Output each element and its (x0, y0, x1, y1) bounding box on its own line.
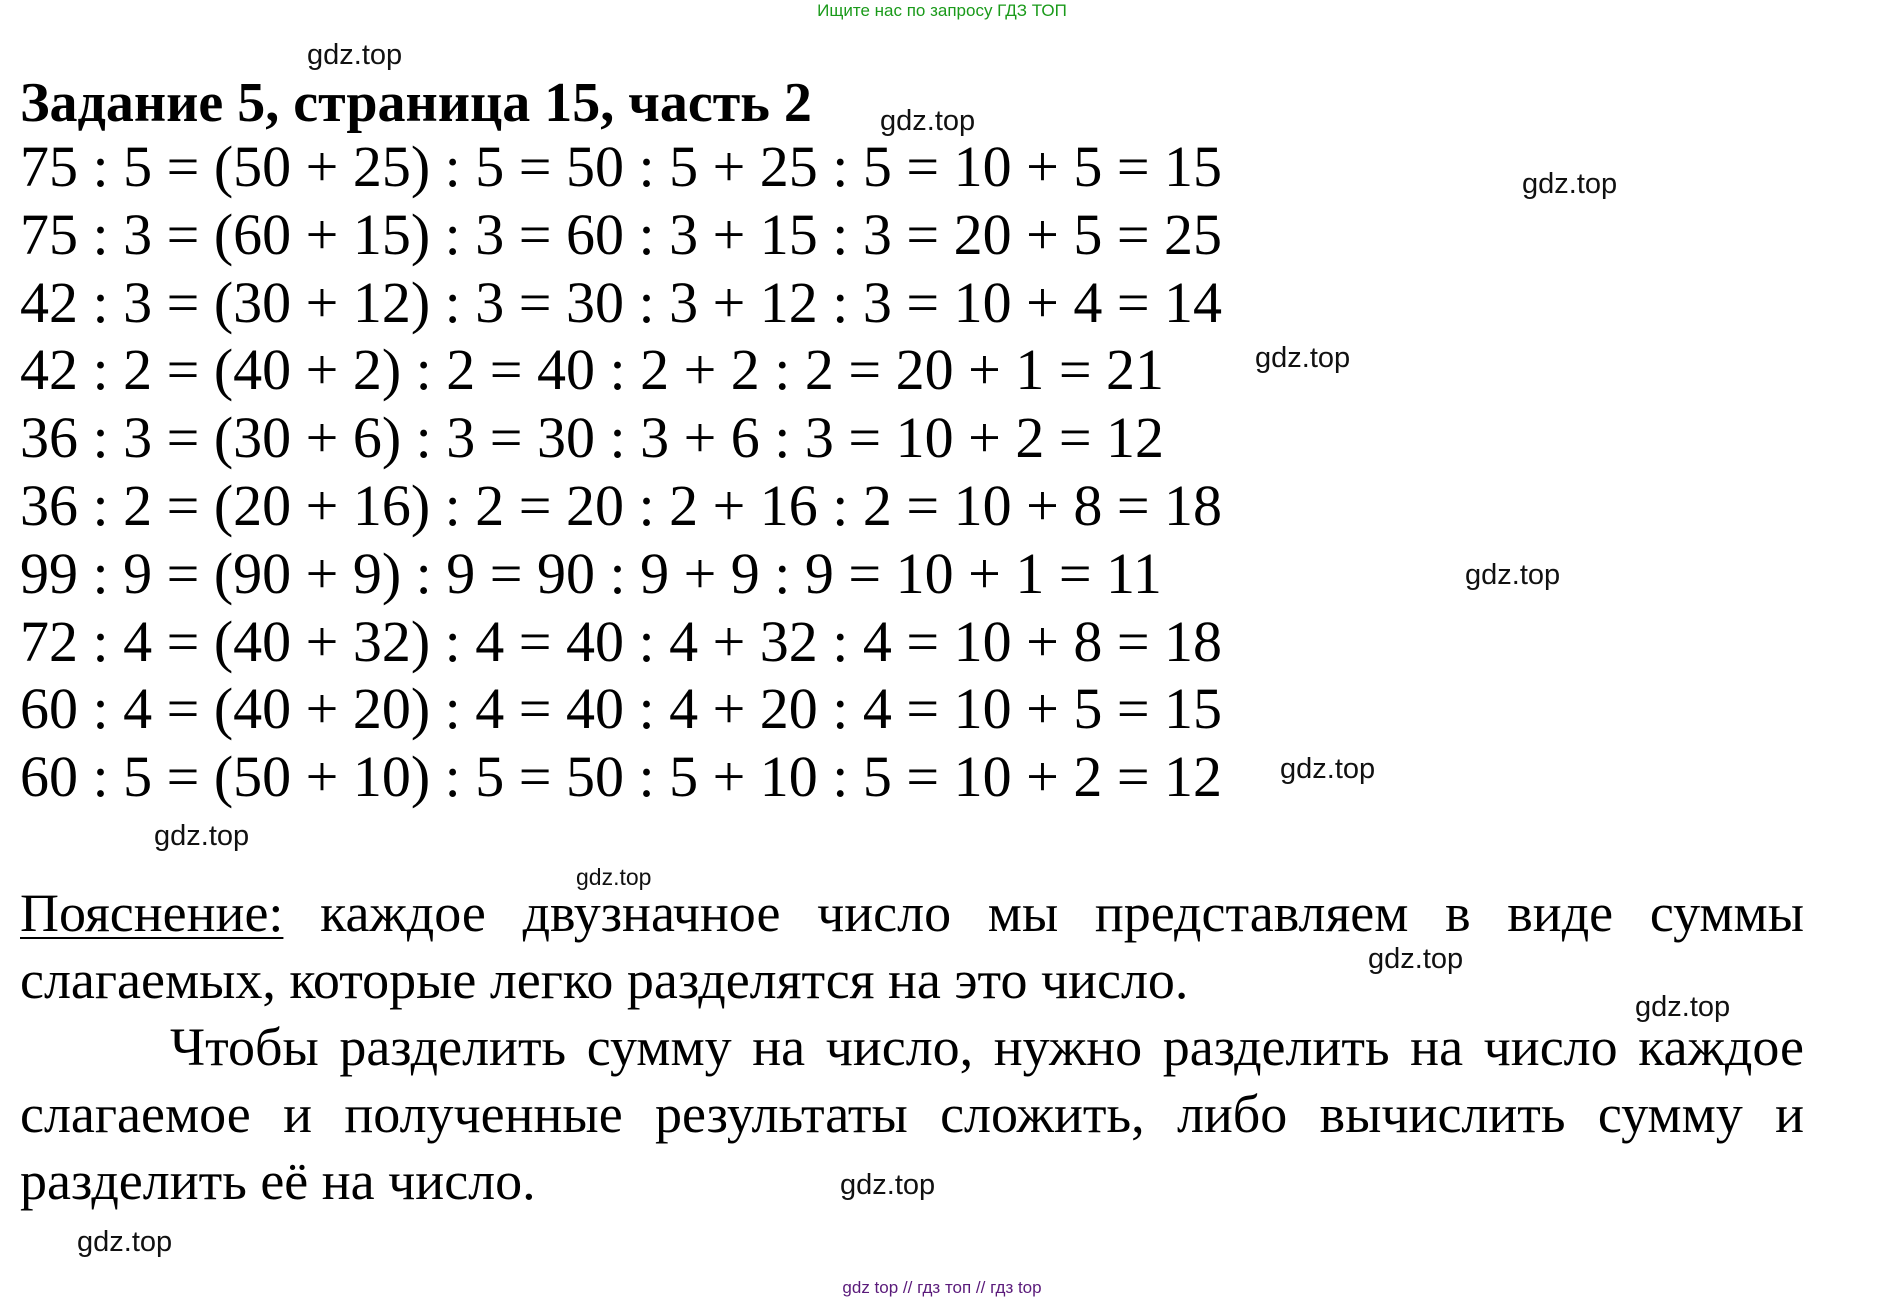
explanation-text: каждое двузначное число мы представляем в виде суммы слагаемых, которые легко разделятся на это число. (20, 883, 1804, 1010)
equation-row: 75 : 5 = (50 + 25) : 5 = 50 : 5 + 25 : 5 = 10 + 5 = 15 (20, 134, 1223, 199)
watermark: gdz.top (1368, 943, 1464, 975)
watermark: gdz.top (77, 1226, 173, 1258)
watermark: gdz.top (880, 105, 976, 137)
equation-list (20, 133, 1222, 811)
equation-row: 72 : 4 = (40 + 32) : 4 = 40 : 4 + 32 : 4 = 10 + 8 = 18 (20, 608, 1223, 674)
watermark: gdz.top (1280, 753, 1376, 785)
rule-paragraph: Чтобы разделить сумму на число, нужно разделить на число каждое слагаемое и полученные результаты сложить, либо вычислить сумму и разделить её на число. (20, 1017, 1804, 1211)
explanation-block (20, 880, 1804, 1215)
explanation-label: Пояснение: (20, 883, 284, 943)
watermark: gdz.top (307, 39, 403, 71)
explanation-paragraph (20, 880, 1804, 1014)
watermark: gdz.top (1255, 342, 1351, 374)
watermark: gdz.top (840, 1169, 936, 1201)
equation-row: 75 : 3 = (60 + 15) : 3 = 60 : 3 + 15 : 3 = 20 + 5 = 25 (20, 201, 1223, 267)
page-title: Задание 5, страница 15, часть 2 (20, 72, 812, 134)
footer-banner: gdz top // гдз топ // гдз top (842, 1278, 1042, 1297)
watermark: gdz.top (1635, 991, 1731, 1023)
equation-row: 36 : 2 = (20 + 16) : 2 = 20 : 2 + 16 : 2 = 10 + 8 = 18 (20, 472, 1223, 538)
equation-row: 60 : 4 = (40 + 20) : 4 = 40 : 4 + 20 : 4 = 10 + 5 = 15 (20, 676, 1223, 742)
watermark: gdz.top (154, 820, 250, 852)
equation-row: 36 : 3 = (30 + 6) : 3 = 30 : 3 + 6 : 3 = 10 + 2 = 12 (20, 405, 1165, 471)
watermark: gdz.top (576, 864, 652, 890)
equation-row: 42 : 2 = (40 + 2) : 2 = 40 : 2 + 2 : 2 = 20 + 1 = 21 (20, 337, 1165, 403)
equation-row: 99 : 9 = (90 + 9) : 9 = 90 : 9 + 9 : 9 = 10 + 1 = 11 (20, 540, 1162, 606)
equation-row: 42 : 3 = (30 + 12) : 3 = 30 : 3 + 12 : 3 = 10 + 4 = 14 (20, 269, 1223, 335)
watermark: gdz.top (1522, 168, 1618, 200)
top-banner: Ищите нас по запросу ГДЗ ТОП (817, 1, 1067, 20)
watermark: gdz.top (1465, 559, 1561, 591)
equation-row: 60 : 5 = (50 + 10) : 5 = 50 : 5 + 10 : 5 = 10 + 2 = 12 (20, 744, 1223, 810)
